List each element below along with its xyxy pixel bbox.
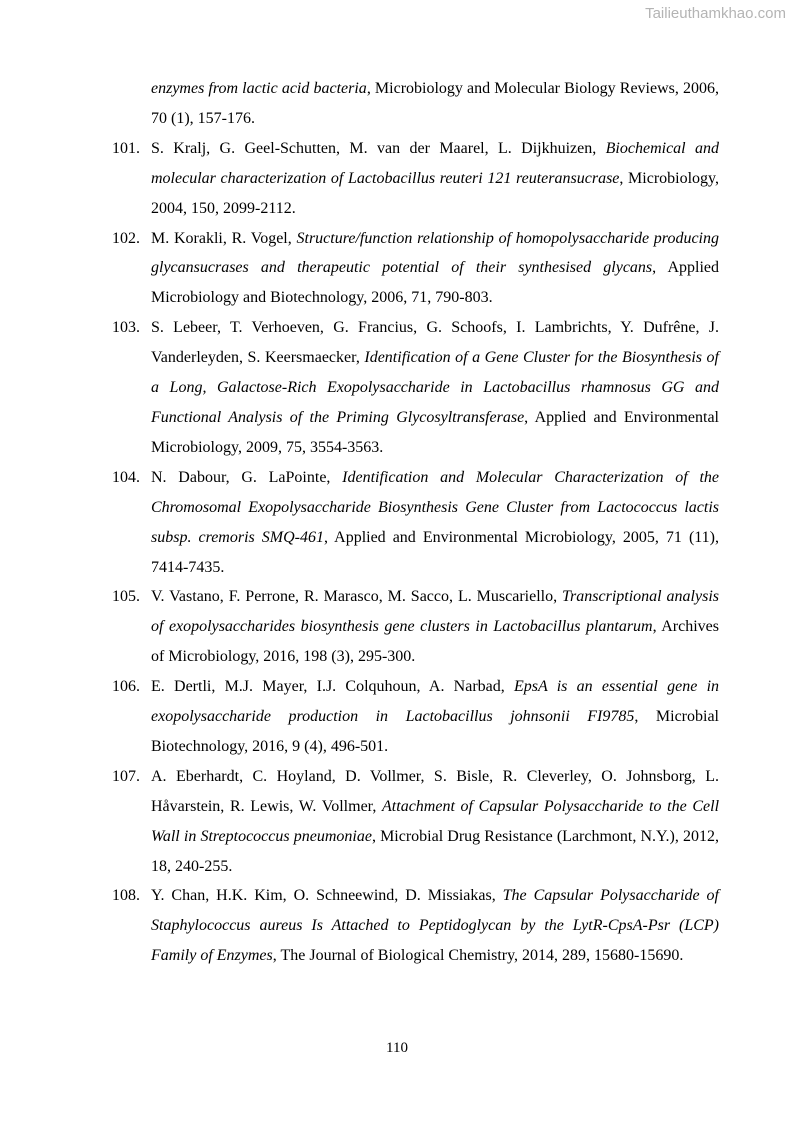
reference-body <box>151 74 719 134</box>
reference-number: 106. <box>112 678 140 696</box>
reference-title: Identification and Molecular Characterization of the Chromosomal Exopolysaccharide Biosynthesis Gene Cluster from Lactococcus lactis subsp. cremoris SMQ-461 <box>151 468 719 546</box>
reference-source: , Microbial Biotechnology, 2016, 9 (4), 496-501. <box>151 708 720 755</box>
reference-body <box>151 313 719 463</box>
reference-number: 105. <box>112 588 140 606</box>
reference-number: 103. <box>112 319 140 337</box>
reference-body <box>151 582 719 672</box>
reference-authors: Y. Chan, H.K. Kim, O. Schneewind, D. Missiakas, <box>151 887 503 905</box>
reference-item-107 <box>112 762 719 882</box>
reference-number: 107. <box>112 767 140 785</box>
reference-body <box>151 672 719 762</box>
reference-item-108 <box>112 881 719 971</box>
reference-title: Identification of a Gene Cluster for the Biosynthesis of a Long, Galactose-Rich Exopolysaccharide in Lactobacillus rhamnosus GG and Functional Analysis of the Priming Glycosyltransferase <box>151 349 719 426</box>
reference-authors: M. Korakli, R. Vogel, <box>151 229 297 247</box>
reference-body <box>151 762 719 882</box>
reference-body <box>151 134 719 224</box>
reference-number: 102. <box>112 229 140 247</box>
reference-item-106 <box>112 672 719 762</box>
reference-source: , Applied and Environmental Microbiology, 2005, 71 (11), 7414-7435. <box>151 528 720 576</box>
reference-number: 108. <box>112 887 140 905</box>
reference-authors: N. Dabour, G. LaPointe, <box>151 468 343 486</box>
reference-title: enzymes from lactic acid bacteria <box>151 80 367 97</box>
reference-item-104 <box>112 463 719 583</box>
watermark: Tailieuthamkhao.com <box>645 5 786 22</box>
reference-title: The Capsular Polysaccharide of Staphylococcus aureus Is Attached to Peptidoglycan by the LytR-CpsA-Psr (LCP) Family of Enzymes <box>151 887 719 965</box>
reference-item-103 <box>112 313 719 463</box>
reference-item-101 <box>112 134 719 224</box>
reference-source: , The Journal of Biological Chemistry, 2014, 289, 15680-15690. <box>272 947 684 965</box>
reference-body <box>151 224 719 314</box>
reference-title: EpsA is an essential gene in exopolysaccharide production in Lactobacillus johnsonii FI9785 <box>151 678 720 726</box>
reference-body <box>151 463 719 583</box>
reference-authors: V. Vastano, F. Perrone, R. Marasco, M. Sacco, L. Muscariello, <box>151 588 563 606</box>
reference-item-100-continued <box>112 74 719 134</box>
reference-authors: S. Kralj, G. Geel-Schutten, M. van der Maarel, L. Dijkhuizen, <box>151 139 606 157</box>
reference-title: Structure/function relationship of homopolysaccharide producing glycansucrases and therapeutic potential of their synthesised glycans <box>151 229 719 277</box>
reference-list <box>112 74 719 971</box>
page-number: 110 <box>386 1040 408 1056</box>
reference-body <box>151 881 719 971</box>
reference-authors: E. Dertli, M.J. Mayer, I.J. Colquhoun, A. Narbad, <box>151 678 515 696</box>
reference-title: Attachment of Capsular Polysaccharide to the Cell Wall in Streptococcus pneumoniae <box>151 797 720 845</box>
reference-source: , Applied and Environmental Microbiology, 2009, 75, 3554-3563. <box>151 408 719 456</box>
reference-authors: A. Eberhardt, C. Hoyland, D. Vollmer, S. Bisle, R. Cleverley, O. Johnsborg, L. Håvarstein, R. Lewis, W. Vollmer, <box>151 767 719 815</box>
reference-item-105 <box>112 582 719 672</box>
reference-source: , Archives of Microbiology, 2016, 198 (3), 295-300. <box>151 618 720 666</box>
reference-number: 101. <box>112 139 140 157</box>
reference-source: , Microbial Drug Resistance (Larchmont, N.Y.), 2012, 18, 240-255. <box>151 827 719 875</box>
reference-source: , Microbiology and Molecular Biology Reviews, 2006, 70 (1), 157-176. <box>151 80 719 127</box>
reference-source: , Microbiology, 2004, 150, 2099-2112. <box>151 169 720 217</box>
reference-authors: S. Lebeer, T. Verhoeven, G. Francius, G. Schoofs, I. Lambrichts, Y. Dufrêne, J. Vanderleyden, S. Keersmaecker, <box>151 319 719 367</box>
reference-title: Transcriptional analysis of exopolysaccharides biosynthesis gene clusters in Lactobacillus plantarum <box>151 588 719 636</box>
reference-item-102 <box>112 224 719 314</box>
reference-number: 104. <box>112 468 140 486</box>
reference-source: , Applied Microbiology and Biotechnology, 2006, 71, 790-803. <box>151 259 719 307</box>
reference-title: Biochemical and molecular characterization of Lactobacillus reuteri 121 reuteransucrase <box>151 139 720 187</box>
